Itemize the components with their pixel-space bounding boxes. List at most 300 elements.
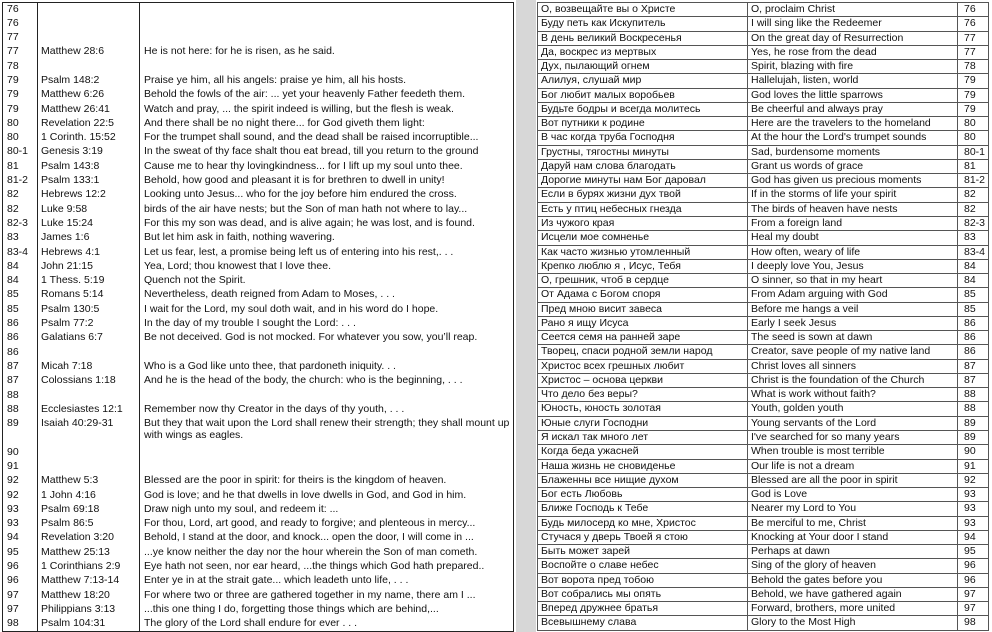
verse-text-cell: For the trumpet shall sound, and the dead shall be raised incorruptible... [140, 131, 514, 145]
hymn-title-row [538, 159, 989, 173]
english-title-cell: Knocking at Your door I stand [748, 530, 958, 544]
scripture-reference-cell: Matthew 28:6 [38, 45, 140, 59]
verse-text-cell: Blessed are the poor in spirit: for theirs is the kingdom of heaven. [140, 474, 514, 488]
scripture-reference-cell [38, 389, 140, 403]
scripture-reference-cell: Matthew 18:20 [38, 589, 140, 603]
verse-row [3, 45, 514, 59]
scripture-reference-cell: 1 Corinthians 2:9 [38, 560, 140, 574]
english-title-cell: Grant us words of grace [748, 159, 958, 173]
verse-text-cell: birds of the air have nests; but the Son of man hath not where to lay... [140, 203, 514, 217]
scripture-reference-cell: Hebrews 4:1 [38, 246, 140, 260]
verse-text-cell [140, 389, 514, 403]
verse-text-cell: Quench not the Spirit. [140, 274, 514, 288]
hymn-number-cell: 93 [958, 516, 989, 530]
english-title-cell: From a foreign land [748, 216, 958, 230]
scripture-reference-cell [38, 31, 140, 45]
english-title-cell: Christ loves all sinners [748, 359, 958, 373]
english-title-cell: Young servants of the Lord [748, 416, 958, 430]
verse-row [3, 274, 514, 288]
scripture-reference-cell: Romans 5:14 [38, 288, 140, 302]
verse-row [3, 403, 514, 417]
scripture-reference-cell: Matthew 7:13-14 [38, 574, 140, 588]
hymn-title-row [538, 216, 989, 230]
verse-row [3, 74, 514, 88]
hymn-title-row [538, 430, 989, 444]
russian-title-cell: Что дело без веры? [538, 388, 748, 402]
hymn-number-cell: 80 [3, 131, 38, 145]
verse-text-cell: The glory of the Lord shall endure for ever . . . [140, 617, 514, 631]
hymn-number-cell: 87 [958, 359, 989, 373]
hymn-number-cell: 84 [958, 274, 989, 288]
hymn-number-cell: 86 [3, 317, 38, 331]
verse-row [3, 531, 514, 545]
hymn-title-row [538, 174, 989, 188]
verse-text-cell [140, 31, 514, 45]
russian-title-cell: Вот ворота пред тобою [538, 573, 748, 587]
hymn-title-row [538, 3, 989, 17]
hymn-number-cell: 96 [3, 574, 38, 588]
hymn-number-cell: 80 [958, 117, 989, 131]
verse-text-cell: God is love; and he that dwells in love dwells in God, and God in him. [140, 489, 514, 503]
hymn-number-cell: 84 [3, 260, 38, 274]
verse-text-cell: He is not here: for he is risen, as he said. [140, 45, 514, 59]
scripture-reference-cell: 1 John 4:16 [38, 489, 140, 503]
hymn-title-row [538, 616, 989, 630]
english-title-cell: Be cheerful and always pray [748, 102, 958, 116]
hymn-title-row [538, 488, 989, 502]
verse-row [3, 260, 514, 274]
hymn-number-cell: 77 [958, 31, 989, 45]
hymn-title-row [538, 559, 989, 573]
hymn-number-cell: 87 [3, 374, 38, 388]
scripture-reference-cell: Hebrews 12:2 [38, 188, 140, 202]
hymn-number-cell: 86 [958, 316, 989, 330]
hymn-title-row [538, 388, 989, 402]
russian-title-cell: Будьте бодры и всегда молитесь [538, 102, 748, 116]
hymn-title-row [538, 473, 989, 487]
hymn-number-cell: 81-2 [958, 174, 989, 188]
hymn-number-cell: 97 [3, 589, 38, 603]
russian-title-cell: От Адама с Богом споря [538, 288, 748, 302]
hymn-number-cell: 77 [3, 45, 38, 59]
english-title-cell: From Adam arguing with God [748, 288, 958, 302]
verse-text-cell: Looking unto Jesus... who for the joy before him endured the cross. [140, 188, 514, 202]
russian-title-cell: Дорогие минуты нам Бог даровал [538, 174, 748, 188]
russian-title-cell: Творец, спаси родной земли народ [538, 345, 748, 359]
hymn-number-cell: 78 [3, 60, 38, 74]
scripture-reference-cell: Galatians 6:7 [38, 331, 140, 345]
verse-row [3, 603, 514, 617]
scripture-reference-cell: Matthew 5:3 [38, 474, 140, 488]
russian-title-cell: Блаженны все нищие духом [538, 473, 748, 487]
verse-row [3, 288, 514, 302]
russian-title-cell: Алилуя, слушай мир [538, 74, 748, 88]
verse-row [3, 331, 514, 345]
verse-row [3, 174, 514, 188]
hymn-number-cell: 77 [3, 31, 38, 45]
scripture-reference-cell [38, 446, 140, 460]
hymn-number-cell: 95 [3, 546, 38, 560]
hymn-number-cell: 85 [3, 303, 38, 317]
hymn-title-row [538, 402, 989, 416]
english-title-cell: God has given us precious moments [748, 174, 958, 188]
hymn-number-cell: 79 [958, 88, 989, 102]
verse-row [3, 617, 514, 631]
hymn-number-cell: 92 [958, 473, 989, 487]
scripture-reference-cell: Psalm 77:2 [38, 317, 140, 331]
hymn-number-cell: 86 [958, 331, 989, 345]
hymn-number-cell: 97 [958, 602, 989, 616]
hymn-number-cell: 91 [3, 460, 38, 474]
hymn-number-cell: 80 [958, 131, 989, 145]
hymn-number-cell: 97 [958, 587, 989, 601]
hymn-number-cell: 97 [3, 603, 38, 617]
verse-row [3, 88, 514, 102]
verse-text-cell: In the day of my trouble I sought the Lord: . . . [140, 317, 514, 331]
verse-text-cell: Watch and pray, ... the spirit indeed is willing, but the flesh is weak. [140, 103, 514, 117]
verse-text-cell: Let us fear, lest, a promise being left us of entering into his rest,. . . [140, 246, 514, 260]
hymn-title-row [538, 102, 989, 116]
verse-text-cell [140, 446, 514, 460]
russian-title-cell: Ближе Господь к Тебе [538, 502, 748, 516]
verse-text-cell: Eye hath not seen, nor ear heard, ...the things which God hath prepared.. [140, 560, 514, 574]
verse-table-body [3, 3, 514, 632]
hymn-number-cell: 80-1 [958, 145, 989, 159]
hymn-number-cell: 95 [958, 545, 989, 559]
scripture-reference-cell: Isaiah 40:29-31 [38, 417, 140, 446]
hymn-number-cell: 83-4 [3, 246, 38, 260]
russian-title-cell: Стучася у дверь Твоей я стою [538, 530, 748, 544]
hymn-number-cell: 93 [958, 502, 989, 516]
verse-text-cell [140, 60, 514, 74]
hymn-title-row [538, 231, 989, 245]
hymn-number-cell: 87 [3, 360, 38, 374]
english-title-cell: Christ is the foundation of the Church [748, 373, 958, 387]
russian-title-cell: Буду петь как Искупитель [538, 17, 748, 31]
scripture-reference-cell: 1 Thess. 5:19 [38, 274, 140, 288]
russian-title-cell: Да, воскрес из мертвых [538, 45, 748, 59]
english-title-cell: Heal my doubt [748, 231, 958, 245]
hymn-number-cell: 78 [958, 60, 989, 74]
verse-text-cell: For thou, Lord, art good, and ready to forgive; and plenteous in mercy... [140, 517, 514, 531]
hymn-title-row [538, 31, 989, 45]
hymn-number-cell: 88 [3, 389, 38, 403]
english-title-cell: I've searched for so many years [748, 430, 958, 444]
english-title-cell: I will sing like the Redeemer [748, 17, 958, 31]
hymn-title-row [538, 502, 989, 516]
hymn-number-cell: 98 [3, 617, 38, 631]
english-title-cell: Our life is not a dream [748, 459, 958, 473]
russian-title-cell: Исцели мое сомненье [538, 231, 748, 245]
russian-title-cell: Вот собрались мы опять [538, 587, 748, 601]
verse-text-cell: I wait for the Lord, my soul doth wait, and in his word do I hope. [140, 303, 514, 317]
russian-title-cell: Юность, юность золотая [538, 402, 748, 416]
hymn-title-row [538, 88, 989, 102]
verse-text-cell [140, 3, 514, 17]
english-title-cell: Creator, save people of my native land [748, 345, 958, 359]
hymn-title-row [538, 602, 989, 616]
verse-text-cell [140, 17, 514, 31]
russian-title-cell: Даруй нам слова благодать [538, 159, 748, 173]
hymn-number-cell: 85 [958, 302, 989, 316]
hymn-number-cell: 89 [958, 430, 989, 444]
hymn-number-cell: 79 [958, 102, 989, 116]
english-title-cell: Nearer my Lord to You [748, 502, 958, 516]
verse-text-cell: Behold, how good and pleasant it is for brethren to dwell in unity! [140, 174, 514, 188]
verse-text-cell: ...this one thing I do, forgetting those things which are behind,... [140, 603, 514, 617]
verse-row [3, 60, 514, 74]
verse-row [3, 103, 514, 117]
hymn-title-row [538, 302, 989, 316]
hymn-number-cell: 92 [3, 489, 38, 503]
english-title-cell: Before me hangs a veil [748, 302, 958, 316]
english-title-cell: God is Love [748, 488, 958, 502]
russian-title-cell: Христос всех грешных любит [538, 359, 748, 373]
hymn-number-cell: 76 [958, 17, 989, 31]
hymn-number-cell: 82 [3, 188, 38, 202]
verse-row [3, 188, 514, 202]
verse-row [3, 217, 514, 231]
russian-title-cell: Наша жизнь не сновиденье [538, 459, 748, 473]
verse-row [3, 360, 514, 374]
scripture-reference-cell: Matthew 26:41 [38, 103, 140, 117]
hymn-title-row [538, 259, 989, 273]
hymn-number-cell: 77 [958, 45, 989, 59]
verse-row [3, 231, 514, 245]
verse-row [3, 303, 514, 317]
hymn-title-row [538, 245, 989, 259]
hymn-title-row [538, 45, 989, 59]
hymn-title-row [538, 459, 989, 473]
russian-title-cell: Грустны, тягостны минуты [538, 145, 748, 159]
verse-row [3, 374, 514, 388]
english-title-cell: At the hour the Lord's trumpet sounds [748, 131, 958, 145]
scripture-reference-cell: Micah 7:18 [38, 360, 140, 374]
verse-text-cell: For this my son was dead, and is alive again; he was lost, and is found. [140, 217, 514, 231]
verse-text-cell: Who is a God like unto thee, that pardoneth iniquity. . . [140, 360, 514, 374]
english-title-cell: Sing of the glory of heaven [748, 559, 958, 573]
hymn-number-cell: 79 [3, 103, 38, 117]
hymn-title-row [538, 60, 989, 74]
russian-title-cell: Рано я ищу Исуса [538, 316, 748, 330]
hymn-title-row [538, 117, 989, 131]
hymn-number-cell: 93 [3, 503, 38, 517]
verse-text-cell: Behold, I stand at the door, and knock... open the door, I will come in ... [140, 531, 514, 545]
english-title-cell: What is work without faith? [748, 388, 958, 402]
scripture-reference-cell: Matthew 25:13 [38, 546, 140, 560]
english-title-cell: Here are the travelers to the homeland [748, 117, 958, 131]
verse-row [3, 31, 514, 45]
russian-title-cell: Вот путники к родине [538, 117, 748, 131]
hymn-number-cell: 96 [958, 559, 989, 573]
verse-row [3, 346, 514, 360]
hymn-title-row [538, 74, 989, 88]
hymn-title-row [538, 587, 989, 601]
scripture-reference-cell: John 21:15 [38, 260, 140, 274]
verse-row [3, 117, 514, 131]
scripture-reference-cell [38, 346, 140, 360]
russian-title-cell: Сеется семя на ранней заре [538, 331, 748, 345]
hymn-number-cell: 90 [3, 446, 38, 460]
hymn-number-cell: 83 [958, 231, 989, 245]
panel-divider [516, 0, 536, 632]
english-title-cell: Yes, he rose from the dead [748, 45, 958, 59]
scripture-reference-cell: Ecclesiastes 12:1 [38, 403, 140, 417]
hymn-number-cell: 82 [3, 203, 38, 217]
english-title-cell: Be merciful to me, Christ [748, 516, 958, 530]
scripture-reference-cell: Psalm 130:5 [38, 303, 140, 317]
verse-row [3, 574, 514, 588]
hymn-number-cell: 76 [958, 3, 989, 17]
english-title-cell: The seed is sown at dawn [748, 331, 958, 345]
verse-row [3, 489, 514, 503]
hymn-number-cell: 88 [958, 388, 989, 402]
verse-row [3, 517, 514, 531]
english-title-cell: Perhaps at dawn [748, 545, 958, 559]
russian-title-cell: Будь милосерд ко мне, Христос [538, 516, 748, 530]
verse-text-cell: ...ye know neither the day nor the hour wherein the Son of man cometh. [140, 546, 514, 560]
hymn-number-cell: 83 [3, 231, 38, 245]
hymn-title-row [538, 345, 989, 359]
hymn-number-cell: 80-1 [3, 145, 38, 159]
verse-table [2, 2, 514, 632]
hymn-number-cell: 79 [958, 74, 989, 88]
hymn-title-row [538, 530, 989, 544]
hymn-number-cell: 79 [3, 88, 38, 102]
verse-text-cell: Nevertheless, death reigned from Adam to Moses, . . . [140, 288, 514, 302]
hymn-number-cell: 96 [958, 573, 989, 587]
scripture-reference-cell: Psalm 143:8 [38, 160, 140, 174]
hymn-title-row [538, 188, 989, 202]
english-title-cell: If in the storms of life your spirit [748, 188, 958, 202]
english-title-cell: Early I seek Jesus [748, 316, 958, 330]
russian-title-cell: Крепко люблю я , Исус, Тебя [538, 259, 748, 273]
hymn-title-row [538, 274, 989, 288]
russian-title-cell: Быть может зарей [538, 545, 748, 559]
english-title-cell: Behold, we have gathered again [748, 587, 958, 601]
russian-title-cell: Из чужого края [538, 216, 748, 230]
hymn-number-cell: 81-2 [3, 174, 38, 188]
hymn-title-row [538, 416, 989, 430]
english-title-cell: Youth, golden youth [748, 402, 958, 416]
verse-row [3, 560, 514, 574]
hymn-number-cell: 89 [3, 417, 38, 446]
hymn-title-row [538, 359, 989, 373]
verse-row [3, 417, 514, 446]
hymn-title-table [537, 2, 989, 631]
verse-text-cell: Praise ye him, all his angels: praise ye him, all his hosts. [140, 74, 514, 88]
russian-title-cell: В день великий Воскресенья [538, 31, 748, 45]
verse-row [3, 446, 514, 460]
hymn-title-row [538, 17, 989, 31]
russian-title-cell: Когда беда ужасней [538, 445, 748, 459]
verse-row [3, 3, 514, 17]
verse-row [3, 317, 514, 331]
verse-text-cell: For where two or three are gathered together in my name, there am I ... [140, 589, 514, 603]
scripture-reference-cell [38, 3, 140, 17]
russian-title-cell: О, возвещайте вы о Христе [538, 3, 748, 17]
english-title-cell: On the great day of Resurrection [748, 31, 958, 45]
russian-title-cell: Воспойте о славе небес [538, 559, 748, 573]
scripture-reference-cell: Psalm 133:1 [38, 174, 140, 188]
hymn-number-cell: 90 [958, 445, 989, 459]
hymn-title-row [538, 373, 989, 387]
verse-text-cell: Be not deceived. God is not mocked. For whatever you sow, you’ll reap. [140, 331, 514, 345]
english-title-cell: God loves the little sparrows [748, 88, 958, 102]
verse-text-cell: But they that wait upon the Lord shall renew their strength; they shall mount up with wings as eagles. [140, 417, 514, 446]
hymn-number-cell: 79 [3, 74, 38, 88]
english-title-cell: I deeply love You, Jesus [748, 259, 958, 273]
verse-text-cell: Yea, Lord; thou knowest that I love thee. [140, 260, 514, 274]
russian-title-cell: Дух, пылающий огнем [538, 60, 748, 74]
hymn-title-row [538, 316, 989, 330]
english-title-cell: How often, weary of life [748, 245, 958, 259]
scripture-reference-cell: Philippians 3:13 [38, 603, 140, 617]
verse-text-cell: Enter ye in at the strait gate... which leadeth unto life, . . . [140, 574, 514, 588]
verse-text-cell: Behold the fowls of the air: ... yet your heavenly Father feedeth them. [140, 88, 514, 102]
hymn-title-row [538, 516, 989, 530]
verse-row [3, 160, 514, 174]
hymn-number-cell: 84 [958, 259, 989, 273]
hymn-number-cell: 86 [3, 346, 38, 360]
hymn-number-cell: 89 [958, 416, 989, 430]
russian-title-cell: Есть у птиц небесных гнезда [538, 202, 748, 216]
english-title-cell: Glory to the Most High [748, 616, 958, 630]
hymn-title-table-body [538, 3, 989, 631]
verse-text-cell: And he is the head of the body, the church: who is the beginning, . . . [140, 374, 514, 388]
russian-title-cell: Христос – основа церкви [538, 373, 748, 387]
verse-row [3, 503, 514, 517]
hymn-number-cell: 82 [958, 188, 989, 202]
russian-title-cell: В час когда труба Господня [538, 131, 748, 145]
verse-row [3, 474, 514, 488]
english-title-cell: Spirit, blazing with fire [748, 60, 958, 74]
hymn-title-row [538, 331, 989, 345]
hymn-number-cell: 88 [958, 402, 989, 416]
scripture-reference-cell: Psalm 69:18 [38, 503, 140, 517]
verse-text-cell [140, 460, 514, 474]
russian-title-cell: Бог есть Любовь [538, 488, 748, 502]
hymn-title-row [538, 545, 989, 559]
hymn-number-cell: 81 [3, 160, 38, 174]
hymn-number-cell: 82 [958, 202, 989, 216]
verse-text-cell: But let him ask in faith, nothing wavering. [140, 231, 514, 245]
verse-row [3, 389, 514, 403]
scripture-reference-cell: Luke 9:58 [38, 203, 140, 217]
verse-row [3, 589, 514, 603]
scripture-reference-cell [38, 460, 140, 474]
scripture-reference-cell: Colossians 1:18 [38, 374, 140, 388]
verse-text-cell: Remember now thy Creator in the days of thy youth, . . . [140, 403, 514, 417]
scripture-reference-cell: Genesis 3:19 [38, 145, 140, 159]
hymn-number-cell: 83-4 [958, 245, 989, 259]
hymn-title-row [538, 288, 989, 302]
scripture-reference-cell: Psalm 148:2 [38, 74, 140, 88]
hymn-number-cell: 96 [3, 560, 38, 574]
scripture-reference-cell [38, 17, 140, 31]
english-title-cell: Hallelujah, listen, world [748, 74, 958, 88]
russian-title-cell: Бог любит малых воробьев [538, 88, 748, 102]
hymn-number-cell: 82-3 [958, 216, 989, 230]
hymn-title-row [538, 202, 989, 216]
hymn-number-cell: 86 [3, 331, 38, 345]
hymn-number-cell: 93 [3, 517, 38, 531]
scripture-reference-cell [38, 60, 140, 74]
english-title-cell: O, proclaim Christ [748, 3, 958, 17]
scripture-reference-cell: Revelation 3:20 [38, 531, 140, 545]
verse-text-cell [140, 346, 514, 360]
english-title-cell: Behold the gates before you [748, 573, 958, 587]
